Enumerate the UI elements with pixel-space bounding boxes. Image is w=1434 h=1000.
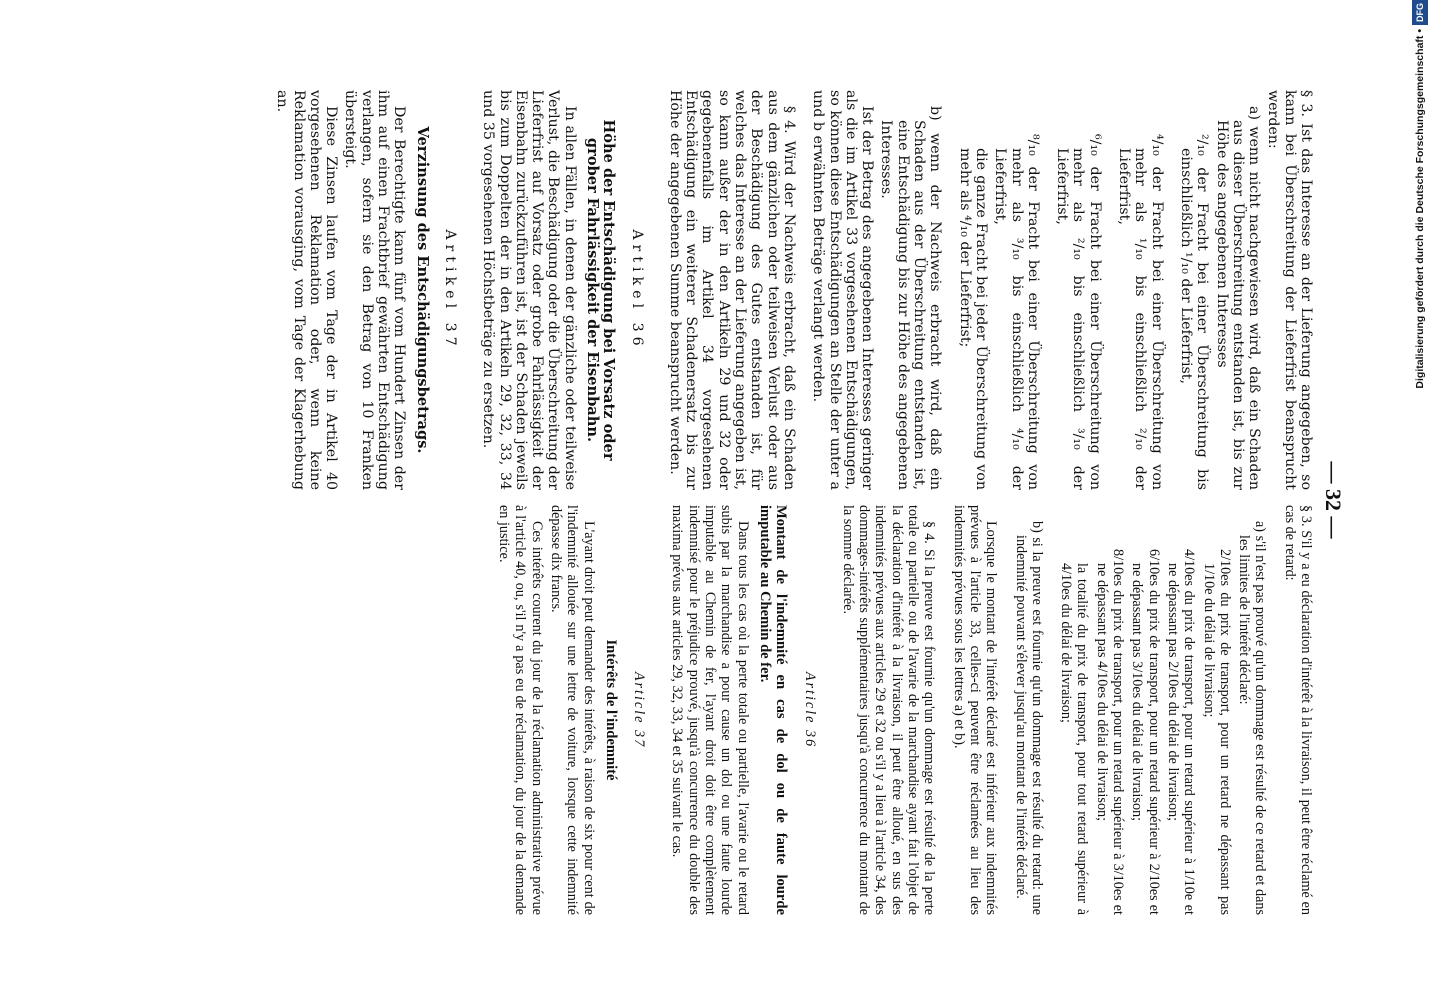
fr-article-36-heading: Article 36 <box>801 671 818 749</box>
fr-article-37-text-1: L'ayant droit peut demander des intérêts, à raison de six pour cent de l'indemnité allouée sur une lettre de voiture, lorsque cette indemnité dépasse dix francs. <box>548 505 597 915</box>
fr-item-a-1: 2/10es du prix de transport, pour un retard ne dépassant pas 1/10e du délai de livraison; <box>1200 549 1233 915</box>
de-article-36-heading: Artikel 36 <box>628 229 645 351</box>
de-article-36-title: Höhe der Entschädigung bei Vorsatz oder grober Fahrlässigkeit der Eisenbahn. <box>584 119 618 461</box>
fr-item-a-5: la totalité du prix de transport, pour tout retard supérieur à 4/10es du délai de livraison; <box>1058 563 1091 915</box>
fr-article-37-heading: Article 37 <box>631 671 648 749</box>
de-article-37-text-2: Diese Zinsen laufen vom Tage der in Artikel 40 vorgesehenen Reklamation oder, wenn keine Reklamation vorausging, vom Tage der Klagerhebung an. <box>274 90 340 490</box>
de-article-37-heading: Artikel 37 <box>441 229 458 351</box>
de-paragraph-4: § 4. Wird der Nachweis erbracht, daß ein Schaden aus dem gänzlichen oder teilweisen Verlust oder aus der Beschädigung des Gutes entstanden ist, für welches das Interesse an der Lieferung angegeben ist, so kann außer der in den Artikeln 29 und 32 oder gegebenenfalls im Artikel 34 vorgesehenen Entschädigung ein weiterer Schadenersatz bis zur Höhe der angegebenen Summe beansprucht werden. <box>666 90 797 490</box>
dfg-logo: DFG <box>1412 0 1428 25</box>
de-item-a-4: ⁸/₁₀ der Fracht bei einer Überschreitung von mehr als ³/₁₀ bis einschließlich ⁴/₁₀ der Lieferfrist, <box>992 134 1041 490</box>
fr-item-a-4: 8/10es du prix de transport, pour un retard supérieur à 3/10es et ne dépassant pas 4/10es du délai de livraison; <box>1093 549 1127 915</box>
fr-paragraph-lesser: Lorsque le montant de l'intérêt déclaré est inférieur aux indemnités prévues à l'article 33, celles-ci peuvent être réclamées au lieu des indemnités prévues sous les lettres a) et b). <box>950 505 1000 915</box>
fr-paragraph-3: § 3. S'il y a eu déclaration d'intérêt à la livraison, il peut être réclamé en cas de retard: <box>1281 505 1314 915</box>
de-paragraph-3: § 3. Ist das Interesse an der Lieferung angegeben, so kann bei Überschreitung der Lieferfrist beansprucht werden: <box>1265 90 1314 490</box>
fr-item-a-2: 4/10es du prix de transport, pour un retard supérieur à 1/10e et ne dépassant pas 2/10es du délai de livraison; <box>1164 549 1198 915</box>
french-column <box>493 505 1314 915</box>
de-article-36-text: In allen Fällen, in denen der gänzliche oder teilweise Verlust, die Beschädigung oder die Überschreitung der Lieferfrist auf Vorsatz oder grobe Fahrlässigkeit der Eisenbahn zurückzuführen ist, ist der Schaden jeweils bis zum Doppelten der in den Artikeln 29, 32, 33, 34 und 35 vorgesehenen Höchstbeträge zu ersetzen. <box>480 90 578 490</box>
fr-article-37-text-2: Ces intérêts courent du jour de la réclamation administrative prévue à l'article 40, ou, s'il n'y a pas eu de réclamation, du jour de la demande en justice. <box>496 505 545 915</box>
fr-article-36-text: Dans tous les cas où la perte totale ou partielle, l'avarie ou le retard subis par la marchandise a pour cause un dol ou une faute lourde imputable au Chemin de fer, l'ayant droit doit être complètement indemnisé pour le préjudice prouvé, jusqu'à concurrence du double des maxima prévus aux articles 29, 32, 33, 34 et 35 suivant le cas. <box>669 505 751 915</box>
credit-text: Digitalisierung gefördert durch die Deutsche Forschungsgemeinschaft • <box>1414 29 1426 389</box>
fr-article-37-title: Intérêts de l'indemnité <box>602 639 619 781</box>
fr-paragraph-4: § 4. Si la preuve est fournie qu'un dommage est résulté de la perte totale ou partielle ou de l'avarie de la marchandise ayant fait l'objet de la déclaration d'intérêt à la livraison, il peut être alloué, en sus des indemnités prévues aux articles 29 et 32 ou s'il y a lieu à l'article 34, des dommages-intérêts supplémentaires jusqu'à concurrence du montant de la somme déclarée. <box>839 505 938 915</box>
de-item-a-1: ²/₁₀ der Fracht bei einer Überschreitung bis einschließlich ¹/₁₀ der Lieferfrist, <box>1177 134 1211 490</box>
fr-article-36-title: Montant de l'indemnité en cas de dol ou de faute lourde imputable au Chemin de fer. <box>756 505 790 915</box>
fr-item-b: b) si la preuve est fournie qu'un dommage est résulté du retard: une indemnité pouvant s'élever jusqu'au montant de l'intérêt déclaré. <box>1012 521 1045 915</box>
fr-item-a: a) s'il n'est pas prouvé qu'un dommage est résulté de ce retard et dans les limites de l'intérêt déclaré: <box>1236 521 1269 915</box>
de-item-b: b) wenn der Nachweis erbracht wird, daß ein Schaden aus der Überschreitung entstanden ist, eine Entschädigung bis zur Höhe des angegebenen Interesses. <box>878 106 944 490</box>
de-item-a-3: ⁶/₁₀ der Fracht bei einer Überschreitung von mehr als ²/₁₀ bis einschließlich ³/₁₀ der Lieferfrist, <box>1054 134 1103 490</box>
german-column <box>271 90 1314 490</box>
de-article-37-text-1: Der Berechtigte kann fünf vom Hundert Zinsen der ihm auf einen Frachtbrief gewährten Entschädigung verlangen, sofern sie den Betrag von 10 Franken übersteigt. <box>342 90 408 490</box>
de-item-a: a) wenn nicht nachgewiesen wird, daß ein Schaden aus dieser Überschreitung entstanden ist, bis zur Höhe des angegebenen Interesses <box>1213 106 1263 490</box>
fr-item-a-3: 6/10es du prix de transport, pour un retard supérieur à 2/10es et ne dépassant pas 3/10es du délai de livraison; <box>1129 549 1162 915</box>
digitization-credit <box>1406 0 1434 1000</box>
de-article-37-title: Verzinsung des Entschädigungsbetrags. <box>413 126 431 454</box>
de-item-a-5: die ganze Fracht bei jeder Überschreitung von mehr als ⁴/₁₀ der Lieferfrist; <box>956 148 989 490</box>
de-paragraph-lesser: Ist der Betrag des angegebenen Interesses geringer als die im Artikel 33 vorgesehenen Entschädigungen, so können diese Entschädigungen an Stelle der unter a und b erwähnten Beträge verlangt werden. <box>810 90 876 490</box>
de-item-a-2: ⁴/₁₀ der Fracht bei einer Überschreitung von mehr als ¹/₁₀ bis einschließlich ²/₁₀ der Lieferfrist, <box>1116 134 1165 490</box>
page-number: — 32 — <box>1321 461 1346 539</box>
